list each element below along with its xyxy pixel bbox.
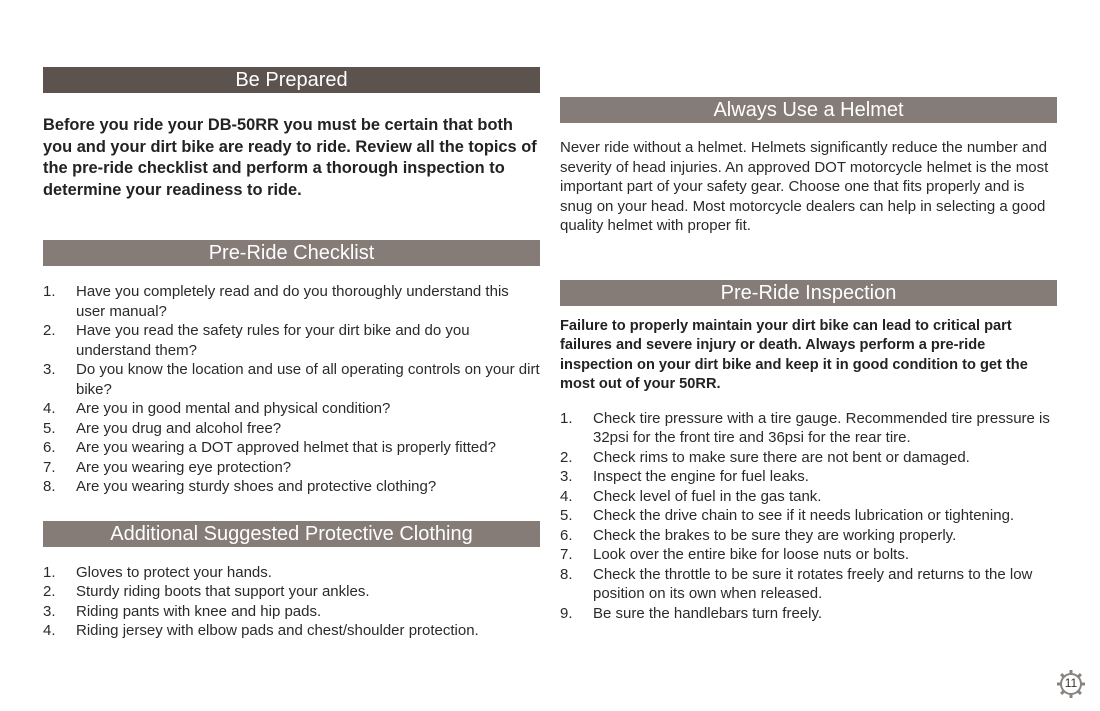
list-item: [43, 282, 540, 321]
left-column: [43, 67, 540, 641]
item-text: Are you wearing sturdy shoes and protective clothing?: [76, 478, 437, 495]
item-number: 7.: [43, 458, 56, 476]
item-number: 5.: [43, 419, 56, 437]
item-number: 4.: [43, 622, 56, 639]
list-item: [560, 545, 1057, 565]
item-text: Look over the entire bike for loose nuts or bolts.: [593, 546, 910, 564]
list-item: [43, 563, 540, 583]
item-number: 1.: [43, 283, 56, 300]
item-number: 2.: [43, 583, 56, 600]
list-item: [43, 321, 540, 360]
protective-clothing-list: [43, 563, 540, 641]
item-text: Are you in good mental and physical condition?: [76, 400, 391, 417]
item-text: Are you drug and alcohol free?: [76, 419, 282, 437]
item-number: 6.: [560, 526, 573, 544]
inspection-lead-text: Failure to properly maintain your dirt bike can lead to critical part failures and severe injury or death. Always perform a pre-ride inspection on your dirt bike and keep it in good condition to get the most out of your 50RR.: [560, 317, 1028, 393]
item-text: Have you read the safety rules for your dirt bike and do you understand them?: [76, 322, 470, 359]
item-text: Do you know the location and use of all operating controls on your dirt bike?: [76, 361, 540, 398]
item-number: 9.: [560, 604, 573, 622]
list-item: [43, 458, 540, 478]
item-text: Have you completely read and do you thoroughly understand this user manual?: [76, 283, 509, 320]
be-prepared-text: Before you ride your DB-50RR you must be certain that both you and your dirt bike are ready to ride. Review all the topics of the pre-ride checklist and perform a thorough inspection to determine your readiness to ride.: [43, 116, 537, 199]
list-item: [560, 506, 1057, 526]
item-number: 1.: [560, 409, 573, 427]
item-text: Be sure the handlebars turn freely.: [593, 604, 823, 622]
protective-clothing-header: Additional Suggested Protective Clothing: [43, 521, 540, 547]
item-number: 5.: [560, 507, 573, 525]
item-number: 8.: [43, 478, 56, 495]
item-text: Riding jersey with elbow pads and chest/shoulder protection.: [76, 622, 479, 639]
pre-ride-checklist-header: Pre-Ride Checklist: [43, 240, 540, 266]
right-column: [560, 97, 1057, 623]
list-item: [560, 487, 1057, 507]
item-text: Riding pants with knee and hip pads.: [76, 602, 322, 620]
helmet-header: Always Use a Helmet: [560, 97, 1057, 123]
list-item: [43, 399, 540, 419]
be-prepared-header: Be Prepared: [43, 67, 540, 93]
item-number: 8.: [560, 565, 573, 583]
list-item: [43, 360, 540, 399]
item-number: 4.: [43, 400, 56, 417]
item-text: Check the throttle to be sure it rotates freely and returns to the low position on its own when released.: [593, 565, 1033, 603]
item-text: Sturdy riding boots that support your ankles.: [76, 583, 370, 600]
list-item: [43, 602, 540, 622]
pre-ride-checklist: [43, 282, 540, 497]
item-number: 2.: [43, 322, 56, 339]
page-number: 11: [1064, 676, 1078, 690]
item-text: Inspect the engine for fuel leaks.: [593, 468, 809, 486]
list-item: [43, 477, 540, 497]
item-number: 6.: [43, 439, 56, 456]
item-text: Are you wearing a DOT approved helmet that is properly fitted?: [76, 439, 496, 456]
item-number: 3.: [560, 468, 573, 486]
list-item: [43, 582, 540, 602]
item-text: Check rims to make sure there are not bent or damaged.: [593, 448, 970, 466]
list-item: [560, 448, 1057, 468]
item-text: Check the brakes to be sure they are working properly.: [593, 526, 957, 544]
list-item: [43, 438, 540, 458]
list-item: [43, 419, 540, 439]
item-number: 1.: [43, 563, 56, 581]
item-number: 3.: [43, 361, 56, 378]
pre-ride-inspection-header: Pre-Ride Inspection: [560, 280, 1057, 306]
item-text: Are you wearing eye protection?: [76, 458, 292, 476]
item-text: Gloves to protect your hands.: [76, 563, 272, 581]
list-item: [560, 604, 1057, 624]
list-item: [560, 467, 1057, 487]
list-item: [43, 621, 540, 641]
item-text: Check tire pressure with a tire gauge. Recommended tire pressure is 32psi for the front tire and 36psi for the rear tire.: [593, 409, 1050, 447]
helmet-text: Never ride without a helmet. Helmets significantly reduce the number and severity of head injuries. An approved DOT motorcycle helmet is the most important part of your safety gear. Choose one that fits properly and is snug on your head. Most motorcycle dealers can help in selecting a good quality helmet with proper fit.: [560, 139, 1049, 235]
list-item: [560, 565, 1057, 604]
list-item: [560, 526, 1057, 546]
item-text: Check the drive chain to see if it needs lubrication or tightening.: [593, 507, 1015, 525]
item-number: 4.: [560, 487, 573, 505]
item-number: 7.: [560, 546, 573, 564]
item-text: Check level of fuel in the gas tank.: [593, 487, 822, 505]
item-number: 3.: [43, 602, 56, 620]
page-number-badge: [1055, 668, 1087, 700]
list-item: [560, 409, 1057, 448]
item-number: 2.: [560, 448, 573, 466]
pre-ride-inspection-list: [560, 409, 1057, 624]
